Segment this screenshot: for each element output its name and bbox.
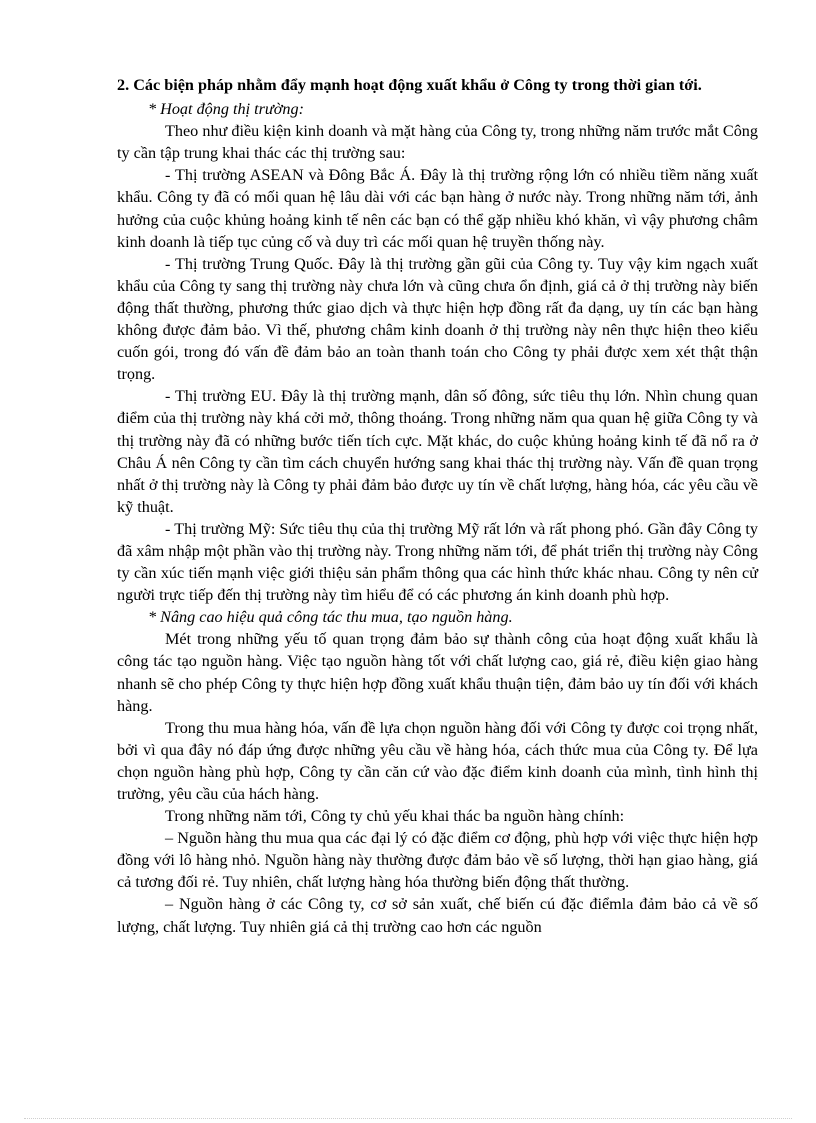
paragraph-sourcing-importance: Mét trong những yếu tố quan trọng đảm bảo sự thành công của hoạt động xuất khẩu là công tác tạo nguồn hàng. Việc tạo nguồn hàng tốt với chất lượng cao, giá rẻ, điều kiện giao hàng nhanh sẽ cho phép Công ty thực hiện hợp đồng xuất khẩu thuận tiện, đảm bảo uy tín đối với khách hàng. <box>117 630 758 715</box>
section-heading: 2. Các biện pháp nhằm đẩy mạnh hoạt động xuất khẩu ở Công ty trong thời gian tới. <box>117 76 702 94</box>
paragraph-eu: - Thị trường EU. Đây là thị trường mạnh, dân số đông, sức tiêu thụ lớn. Nhìn chung quan điểm của thị trường này khá cởi mở, thông thoáng. Trong những năm qua quan hệ giữa Công ty và thị trường này đã có những bước tiến tích cực. Mặt khác, do cuộc khủng hoảng kinh tế đã nổ ra ở Châu Á nên Công ty cần tìm cách chuyển hướng sang khai thác thị trường này. Vấn đề quan trọng nhất ở thị trường này là Công ty phải đảm bảo được uy tín về chất lượng, hàng hóa, các yêu cầu về kỹ thuật. <box>117 387 758 516</box>
paragraph-three-sources: Trong những năm tới, Công ty chủ yếu khai thác ba nguồn hàng chính: <box>165 807 625 826</box>
paragraph-asean: - Thị trường ASEAN và Đông Bắc Á. Đây là thị trường rộng lớn có nhiều tiềm năng xuất khẩu. Công ty đã có mối quan hệ lâu dài với các bạn hàng ở nước này. Trong những năm tới, ảnh hưởng của cuộc khủng hoảng kinh tế nên các bạn có thể gặp nhiều khó khăn, vì vậy phương châm kinh doanh là tiếp tục củng cố và duy trì các mối quan hệ truyền thống này. <box>117 166 758 251</box>
paragraph-producers: – Nguồn hàng ở các Công ty, cơ sở sản xuất, chế biến cú đặc điểmla đảm bảo cả về số lượng, chất lượng. Tuy nhiên giá cả thị trường cao hơn các nguồn <box>117 895 758 936</box>
page-bottom-divider <box>24 1118 792 1119</box>
paragraph-usa: - Thị trường Mỹ: Sức tiêu thụ của thị trường Mỹ rất lớn và rất phong phó. Gần đây Công ty đã xâm nhập một phần vào thị trường này. Trong những năm tới, để phát triển thị trường này Công ty cần xúc tiến mạnh việc giới thiệu sản phẩm thông qua các hình thức khác nhau. Công ty nên cử người trực tiếp đến thị trường này tìm hiểu để có các phương án kinh doanh phù hợp. <box>117 519 758 605</box>
paragraph-intro: Theo như điều kiện kinh doanh và mặt hàng của Công ty, trong những năm trước mắt Công ty cần tập trung khai thác các thị trường sau: <box>117 122 758 163</box>
paragraph-source-selection: Trong thu mua hàng hóa, vấn đề lựa chọn nguồn hàng đối với Công ty được coi trọng nhất, bởi vì qua đây nó đáp ứng được những yêu cầu về hàng hóa, cách thức mua của Công ty. Để lựa chọn nguồn hàng phù hợp, Công ty cần căn cứ vào đặc điểm kinh doanh của mình, tình hình thị trường, yêu cầu của hách hàng. <box>117 718 758 803</box>
sourcing-title: * Nâng cao hiệu quả công tác thu mua, tạo nguồn hàng. <box>148 608 513 627</box>
document-page <box>117 74 758 938</box>
market-activity-title: * Hoạt động thị trường: <box>148 100 304 119</box>
paragraph-agents: – Nguồn hàng thu mua qua các đại lý có đặc điểm cơ động, phù hợp với việc thực hiện hợp đồng với lô hàng nhỏ. Nguồn hàng này thường được đảm bảo về số lượng, thời hạn giao hàng, giá cả tương đối rẻ. Tuy nhiên, chất lượng hàng hóa thường biến động thất thường. <box>117 829 758 892</box>
paragraph-china: - Thị trường Trung Quốc. Đây là thị trường gần gũi của Công ty. Tuy vậy kim ngạch xuất khẩu của Công ty sang thị trường này chưa lớn và cũng chưa ổn định, giá cả ở thị trường này biến động thất thường, phương thức giao dịch và thực hiện hợp đồng rất đa dạng, uy tín các bạn hàng không được đảm bảo. Vì thế, phương châm kinh doanh ở thị trường này nên thực hiện theo kiểu cuốn gói, trong đó vấn đề đảm bảo an toàn thanh toán cho Công ty phải được xem xét thật thận trọng. <box>117 254 758 384</box>
